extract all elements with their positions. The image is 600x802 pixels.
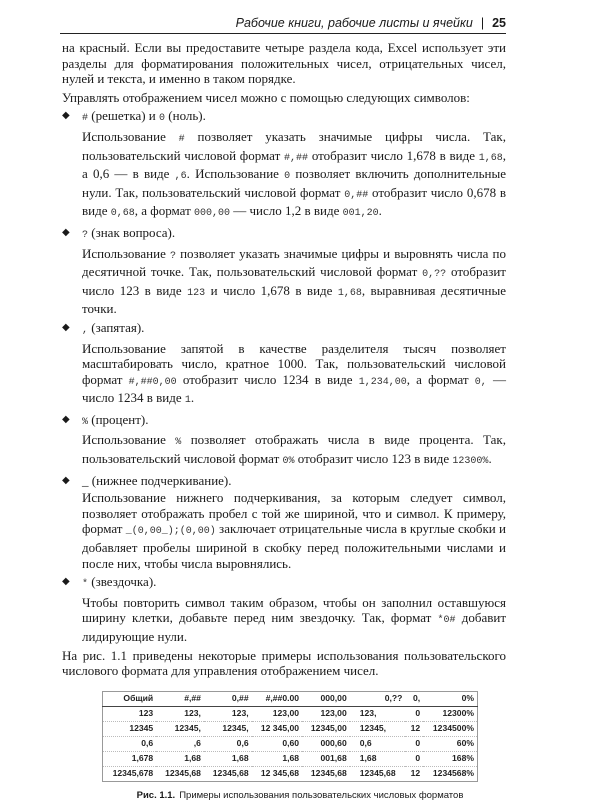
inline-code: 0,?? <box>422 269 447 281</box>
table-cell: 12 345,68 <box>252 766 302 781</box>
bullet-item-title <box>62 320 506 339</box>
diamond-bullet-icon: ◆ <box>62 321 70 333</box>
text-run: отобразит число 1,678 в виде <box>308 147 479 163</box>
column-header: 0,?? <box>350 691 406 706</box>
bullet-item-title <box>62 108 506 127</box>
text-run: , выравнивая десятичные точки. <box>82 282 506 317</box>
inline-code: #,## <box>284 152 309 164</box>
inline-code: ? <box>82 229 89 241</box>
column-header: 000,00 <box>302 691 350 706</box>
text-run: — число 1,2 в виде <box>230 203 343 219</box>
table-cell: 12345, <box>350 721 406 736</box>
table-cell: 1,68 <box>204 751 252 766</box>
figure-table <box>102 691 478 782</box>
inline-code: 1,234,00 <box>358 376 407 388</box>
table-cell: 000,60 <box>302 736 350 751</box>
table-cell: 0,6 <box>103 736 157 751</box>
header-separator: | <box>480 16 485 30</box>
bullet-item-description <box>62 341 506 409</box>
text-run: (решетка) и <box>88 108 160 124</box>
diamond-bullet-icon: ◆ <box>62 226 70 238</box>
diamond-bullet-icon: ◆ <box>62 110 70 122</box>
column-header: Общий <box>103 691 157 706</box>
text-run: . <box>378 203 382 219</box>
text-run: На рис. 1.1 приведены некоторые примеры использования пользовательского числового формата для управления отображением чисел. <box>62 647 506 679</box>
table-cell: 1234568% <box>423 766 477 781</box>
table-cell: 1,678 <box>103 751 157 766</box>
text-run: заключает отрицательные числа в круглые скобки и добавляет пробелы шириной в скобку перед положительными числами и после них, чтобы числа выровнялись. <box>82 521 506 571</box>
inline-code: 0,68 <box>110 208 135 220</box>
inline-code: 12300% <box>452 456 489 468</box>
table-cell: 123, <box>350 706 406 721</box>
text-run: , а 0,6 — в виде <box>82 147 506 182</box>
table-cell: 123,00 <box>252 706 302 721</box>
page-body <box>62 40 506 679</box>
text-run: (звездочка). <box>88 574 157 590</box>
inline-code: * <box>82 579 89 591</box>
inline-code: # <box>82 113 89 125</box>
text-run: Использование <box>82 432 176 448</box>
inline-code: #,##0,00 <box>128 376 177 388</box>
text-run: добавит лидирующие нули. <box>82 610 506 644</box>
bullet-item-title <box>62 574 506 593</box>
inline-code: _(0,00_);(0,00) <box>125 526 216 538</box>
table-cell: 12 <box>405 721 423 736</box>
inline-code: # <box>178 133 185 145</box>
inline-code: 0 <box>284 171 291 183</box>
table-cell: 12345,678 <box>103 766 157 781</box>
text-run: Использование нижнего подчеркивания, за которым следует символ, позволяет отображать пробел с той же шириной, что и символ. К примеру, формат <box>82 490 506 537</box>
table-cell: 0 <box>405 736 423 751</box>
table-cell: 123 <box>103 706 157 721</box>
table-cell: 12300% <box>423 706 477 721</box>
inline-code: 0, <box>474 376 487 388</box>
text-run: . <box>488 451 492 467</box>
bullet-item-description <box>62 246 506 317</box>
paragraph-figure-ref <box>62 648 506 679</box>
bullet-item-description <box>62 595 506 645</box>
text-run: Использование <box>82 128 179 144</box>
page-number: 25 <box>492 16 506 30</box>
text-run: , а формат <box>134 203 194 219</box>
text-run: и число 1,678 в виде <box>205 282 338 298</box>
symbol-list <box>62 108 506 644</box>
text-run: (ноль). <box>165 108 206 124</box>
inline-code: % <box>82 416 89 428</box>
bullet-item-description <box>62 432 506 469</box>
text-run: Использование <box>82 245 170 261</box>
table-row <box>103 751 478 766</box>
text-run: отобразит число 123 в виде <box>82 264 506 298</box>
text-run: — число 1234 в виде <box>82 371 507 406</box>
table-cell: 0,60 <box>252 736 302 751</box>
table-cell: 0 <box>405 706 423 721</box>
table-cell: 001,68 <box>302 751 350 766</box>
table-header-row <box>103 691 478 706</box>
table-cell: 12345,68 <box>204 766 252 781</box>
table-cell: 12345, <box>156 721 204 736</box>
caption-text: Примеры использования пользовательских числовых форматов <box>179 789 464 801</box>
table-cell: 0,6 <box>204 736 252 751</box>
bullet-item-title <box>62 473 506 489</box>
inline-code: 0,## <box>344 189 369 201</box>
diamond-bullet-icon: ◆ <box>62 474 70 486</box>
table-cell: 168% <box>423 751 477 766</box>
column-header: #,## <box>156 691 204 706</box>
text-run: отобразит число 123 в виде <box>294 451 453 467</box>
table-cell: 12 345,00 <box>252 721 302 736</box>
table-cell: 12345,68 <box>156 766 204 781</box>
inline-code: 000,00 <box>194 208 231 220</box>
text-run: (запятая). <box>88 319 145 335</box>
diamond-bullet-icon: ◆ <box>62 576 70 588</box>
table-cell: 12345,68 <box>302 766 350 781</box>
table-cell: 1,68 <box>350 751 406 766</box>
table-cell: 12345, <box>204 721 252 736</box>
table-cell: 12 <box>405 766 423 781</box>
table-cell: 1234500% <box>423 721 477 736</box>
inline-code: 123 <box>187 287 206 299</box>
text-run: позволяет указать значимые цифры и выровнять числа по десятичной точке. Так, пользовательский числовой формат <box>82 245 507 280</box>
column-header: 0,## <box>204 691 252 706</box>
table-cell: 60% <box>423 736 477 751</box>
running-header <box>60 14 506 34</box>
text-run: позволяет включить дополнительные нули. Так, пользовательский числовой формат <box>82 166 507 200</box>
inline-code: 1,68 <box>478 152 503 164</box>
caption-label: Рис. 1.1. <box>136 789 176 801</box>
table-row <box>103 736 478 751</box>
text-run: отобразит число 1234 в виде <box>176 371 359 387</box>
table-row <box>103 706 478 721</box>
inline-code: % <box>175 437 182 449</box>
text-run: , а формат <box>406 371 475 387</box>
paragraph-symbols-lead <box>62 90 506 106</box>
table-cell: 123, <box>204 706 252 721</box>
text-run: Чтобы повторить символ таким образом, чтобы он заполнил оставшуюся ширину клетки, добавьте перед ним звездочку. Так, формат <box>82 594 506 626</box>
chapter-title: Рабочие книги, рабочие листы и ячейки <box>235 16 473 30</box>
text-run: (знак вопроса). <box>88 224 176 240</box>
table-cell: 1,68 <box>156 751 204 766</box>
text-run: . <box>190 390 195 406</box>
table-cell: 12345,00 <box>302 721 350 736</box>
table-cell: 1,68 <box>252 751 302 766</box>
text-run: Использование запятой в качестве разделителя тысяч позволяет масштабировать число, кратное 1000. Так, пользовательский числовой формат <box>82 340 506 387</box>
table-cell: 123, <box>156 706 204 721</box>
table-cell: ,6 <box>156 736 204 751</box>
column-header: #,##0.00 <box>252 691 302 706</box>
paragraph-intro <box>62 40 506 87</box>
text-run: Управлять отображением чисел можно с помощью следующих символов: <box>62 89 470 105</box>
bullet-item-description <box>62 490 506 571</box>
inline-code: ,6 <box>174 171 187 183</box>
text-run: позволяет указать значимые цифры числа. Так, пользовательский числовой формат <box>82 128 506 163</box>
inline-code: , <box>82 324 89 336</box>
inline-code: ? <box>169 250 176 262</box>
text-run: . Использование <box>186 166 285 182</box>
text-run: позволяет отображать числа в виде процента. Так, пользовательский числовой формат <box>82 432 506 467</box>
text-run: (процент). <box>88 411 149 427</box>
text-run: на красный. Если вы предоставите четыре раздела кода, Excel использует эти разделы для форматирования положительных чисел, отрицательных чисел, нулей и текста, и именно в таком порядке. <box>62 40 506 87</box>
inline-code: 0 <box>159 113 166 125</box>
column-header: 0, <box>405 691 423 706</box>
bullet-item-title <box>62 225 506 244</box>
table-row <box>103 766 478 781</box>
table-cell: 0,6 <box>350 736 406 751</box>
table-row <box>103 721 478 736</box>
inline-code: 001,20 <box>342 208 379 220</box>
bullet-item-description <box>62 129 506 222</box>
inline-code: 1 <box>184 395 191 407</box>
table-cell: 0 <box>405 751 423 766</box>
bullet-item-title <box>62 412 506 431</box>
text-run: отобразит число 0,678 в виде <box>82 184 506 219</box>
inline-code: 0% <box>282 456 295 468</box>
diamond-bullet-icon: ◆ <box>62 413 70 425</box>
figure-caption <box>0 790 600 802</box>
table-cell: 12345 <box>103 721 157 736</box>
inline-code: *0# <box>437 615 456 627</box>
number-format-table <box>102 691 478 782</box>
column-header: 0% <box>423 691 477 706</box>
inline-code: 1,68 <box>337 287 362 299</box>
table-cell: 12345,68 <box>350 766 406 781</box>
table-cell: 123,00 <box>302 706 350 721</box>
text-run: _ (нижнее подчеркивание). <box>82 472 232 488</box>
